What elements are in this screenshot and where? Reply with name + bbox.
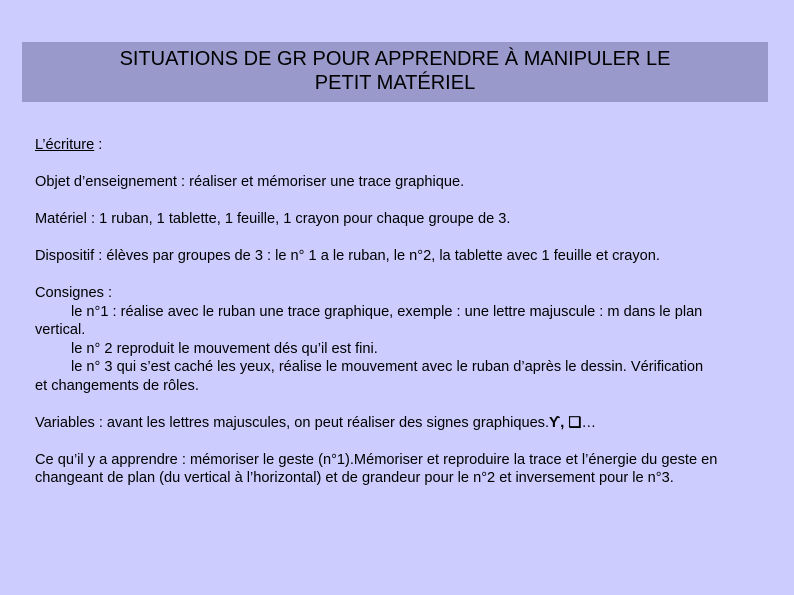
variables-ellipsis: … [581, 414, 597, 431]
apprendre-paragraph [35, 451, 767, 488]
objet-paragraph [35, 173, 767, 192]
apprendre-text: : mémoriser le geste (n°1).Mémoriser et reproduire la trace et l’énergie du geste en changeant de plan (du vertical à l’horizontal) et de grandeur pour le n°2 et inversement pour le n°3. [35, 451, 718, 486]
title-line-2: PETIT MATÉRIEL [314, 72, 476, 94]
materiel-paragraph [35, 210, 767, 229]
graphic-signs-symbols: ϒ, ❑ [549, 414, 582, 431]
dispositif-text: élèves par groupes de 3 : le n° 1 a le ruban, le n°2, la tablette avec 1 feuille et crayon. [102, 248, 660, 264]
objet-label: Objet d’enseignement : [35, 174, 186, 190]
variables-text: : avant les lettres majuscules, on peut réaliser des signes graphiques. [94, 414, 550, 431]
content-body [35, 136, 767, 506]
consigne-2: le n° 2 reproduit le mouvement dés qu’il est fini. [71, 340, 378, 357]
consigne-3: le n° 3 qui s’est caché les yeux, réalise le mouvement avec le ruban d’après le dessin. Vérification [71, 359, 704, 375]
consigne-3-cont: et changements de rôles. [35, 377, 199, 394]
dispositif-label: Dispositif : [35, 248, 103, 264]
variables-label: Variables [35, 414, 95, 431]
consigne-1: le n°1 : réalise avec le ruban une trace graphique, exemple : une lettre majuscule : m dans le plan [71, 303, 703, 320]
materiel-label: Matériel : [35, 211, 96, 227]
apprendre-label: Ce qu’il y a apprendre [35, 451, 178, 468]
consignes-suffix: : [103, 285, 113, 301]
title-line-1: SITUATIONS DE GR POUR APPRENDRE À MANIPULER LE [119, 48, 671, 70]
consignes-paragraph [35, 284, 767, 395]
ecriture-paragraph [35, 136, 767, 155]
objet-text: réaliser et mémoriser une trace graphique. [185, 174, 465, 190]
ecriture-label: L’écriture [35, 137, 95, 153]
dispositif-paragraph [35, 247, 767, 266]
variables-paragraph [35, 414, 767, 433]
title-banner [22, 42, 768, 102]
materiel-text: 1 ruban, 1 tablette, 1 feuille, 1 crayon pour chaque groupe de 3. [95, 211, 511, 227]
ecriture-suffix: : [94, 137, 103, 153]
consignes-label: Consignes [35, 285, 104, 301]
consigne-1-cont: vertical. [35, 322, 86, 338]
